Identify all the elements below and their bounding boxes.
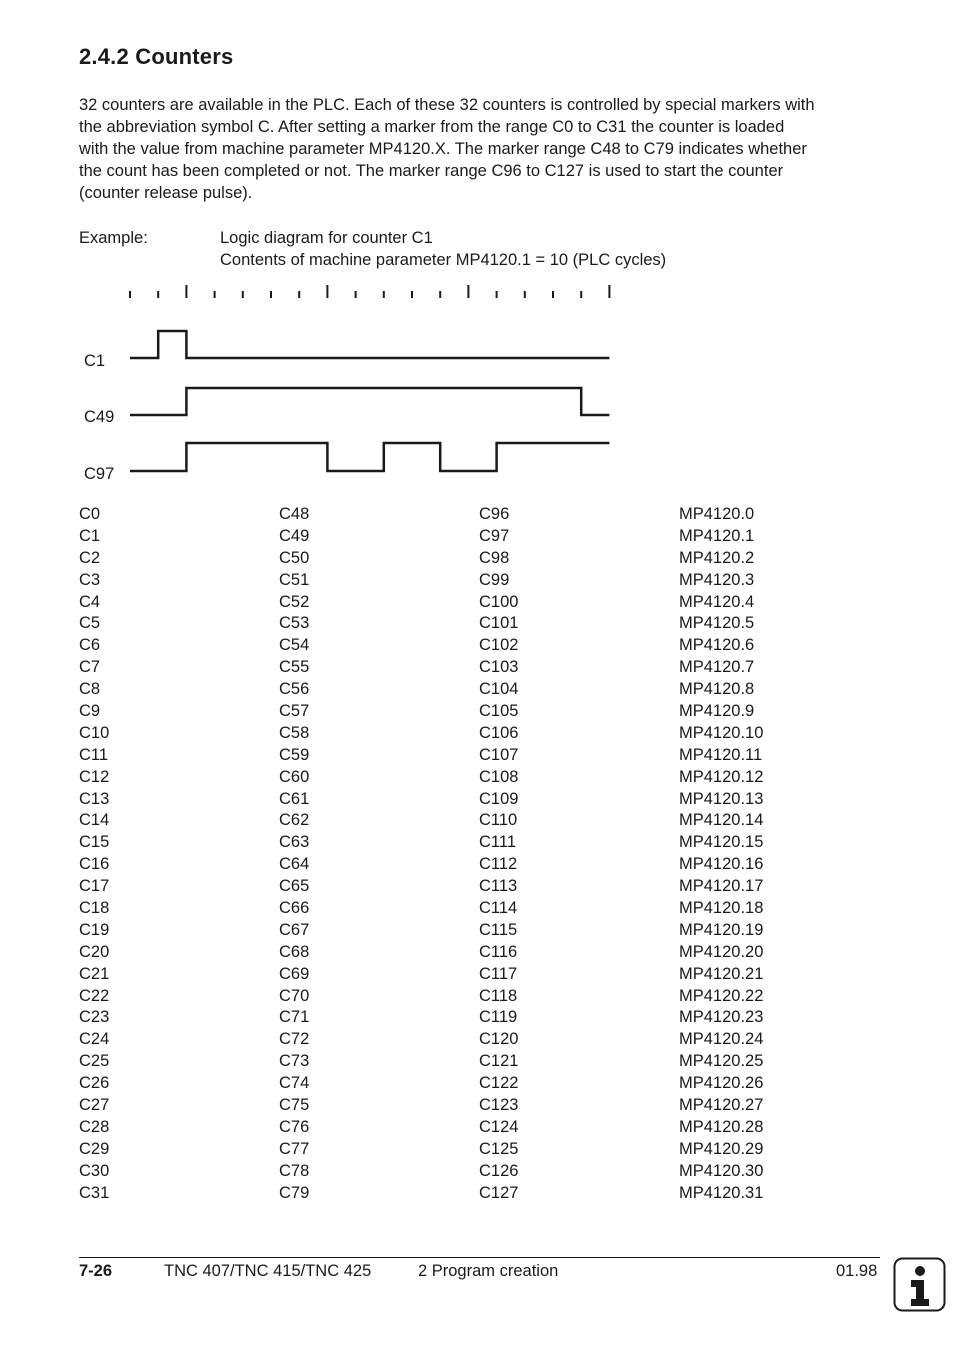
table-row	[79, 898, 889, 920]
table-cell: C124	[479, 1117, 519, 1136]
table-cell: MP4120.5	[679, 614, 755, 633]
table-cell: C29	[79, 1139, 110, 1158]
table-cell: C63	[279, 833, 310, 852]
table-cell: C16	[79, 855, 110, 874]
table-cell: C98	[479, 548, 510, 567]
table-row	[79, 964, 889, 986]
table-cell: C59	[279, 745, 310, 764]
table-cell: C14	[79, 811, 110, 830]
table-cell: MP4120.18	[679, 899, 764, 918]
info-icon[interactable]	[893, 1257, 947, 1313]
table-row	[79, 854, 889, 876]
table-cell: C49	[279, 526, 310, 545]
table-cell: MP4120.15	[679, 833, 764, 852]
table-cell: MP4120.6	[679, 636, 755, 655]
table-row	[79, 723, 889, 745]
table-cell: C50	[279, 548, 310, 567]
table-row	[79, 504, 889, 526]
table-cell: C78	[279, 1161, 310, 1180]
table-cell: C57	[279, 702, 310, 721]
table-cell: C108	[479, 767, 519, 786]
table-cell: C67	[279, 920, 310, 939]
table-cell: C115	[479, 920, 518, 939]
table-cell: C26	[79, 1074, 110, 1093]
table-cell: MP4120.17	[679, 877, 764, 896]
table-cell: C106	[479, 723, 519, 742]
table-cell: C75	[279, 1096, 310, 1115]
table-row	[79, 1183, 889, 1205]
table-cell: C4	[79, 592, 101, 611]
table-cell: C0	[79, 505, 101, 523]
table-cell: C125	[479, 1139, 519, 1158]
signal-label-c1: C1	[84, 352, 106, 370]
table-cell: C121	[479, 1052, 519, 1071]
table-cell: C54	[279, 636, 310, 655]
table-cell: C6	[79, 636, 101, 655]
table-cell: C27	[79, 1096, 110, 1115]
table-cell: C69	[279, 964, 310, 983]
waveform-c1	[130, 331, 609, 358]
table-cell: C9	[79, 702, 101, 721]
table-cell: MP4120.0	[679, 505, 755, 523]
table-row	[79, 789, 889, 811]
product-name: TNC 407/TNC 415/TNC 425	[164, 1262, 372, 1280]
table-row	[79, 592, 889, 614]
table-cell: C20	[79, 942, 110, 961]
table-cell: C58	[279, 723, 310, 742]
table-row	[79, 767, 889, 789]
table-cell: C55	[279, 658, 310, 677]
table-row	[79, 1139, 889, 1161]
table-cell: C102	[479, 636, 519, 655]
table-cell: C72	[279, 1030, 310, 1049]
table-cell: C101	[479, 614, 519, 633]
intro-line: with the value from machine parameter MP4120.X. The marker range C48 to C79 indicates whether	[79, 140, 807, 158]
table-cell: C71	[279, 1008, 310, 1027]
table-cell: C114	[479, 899, 518, 918]
table-cell: C13	[79, 789, 110, 808]
table-row	[79, 1117, 889, 1139]
table-cell: C10	[79, 723, 110, 742]
table-cell: MP4120.30	[679, 1161, 764, 1180]
table-cell: C70	[279, 986, 310, 1005]
table-row	[79, 635, 889, 657]
table-cell: C110	[479, 811, 518, 830]
table-cell: MP4120.7	[679, 658, 755, 677]
waveform-c97	[130, 443, 609, 471]
table-cell: MP4120.29	[679, 1139, 764, 1158]
table-cell: MP4120.28	[679, 1117, 764, 1136]
table-cell: C127	[479, 1183, 519, 1202]
marker-table	[79, 504, 889, 1205]
table-cell: C99	[479, 570, 510, 589]
table-cell: C117	[479, 964, 518, 983]
table-cell: MP4120.20	[679, 942, 764, 961]
table-cell: MP4120.1	[679, 526, 755, 545]
example-label: Example:	[79, 229, 148, 247]
table-cell: MP4120.27	[679, 1096, 764, 1115]
example-line: Logic diagram for counter C1	[220, 229, 433, 247]
table-cell: C51	[279, 570, 310, 589]
table-row	[79, 876, 889, 898]
table-cell: C103	[479, 658, 519, 677]
table-cell: C126	[479, 1161, 519, 1180]
cycle-ticks	[130, 285, 609, 298]
table-cell: C74	[279, 1074, 310, 1093]
intro-line: the abbreviation symbol C. After setting a marker from the range C0 to C31 the counter is loaded	[79, 118, 785, 136]
table-row	[79, 986, 889, 1008]
table-cell: C76	[279, 1117, 310, 1136]
intro-line: the count has been completed or not. The marker range C96 to C127 is used to start the counter	[79, 162, 784, 180]
table-cell: MP4120.2	[679, 548, 755, 567]
table-cell: C61	[279, 789, 310, 808]
table-cell: C66	[279, 899, 310, 918]
table-cell: C56	[279, 680, 310, 699]
table-cell: C73	[279, 1052, 310, 1071]
logic-diagram	[0, 0, 954, 500]
table-cell: C97	[479, 526, 510, 545]
table-cell: C118	[479, 986, 518, 1005]
table-cell: MP4120.9	[679, 702, 755, 721]
table-cell: MP4120.10	[679, 723, 764, 742]
table-cell: C112	[479, 855, 518, 874]
table-row	[79, 1073, 889, 1095]
table-cell: MP4120.14	[679, 811, 764, 830]
table-row	[79, 1051, 889, 1073]
table-cell: C120	[479, 1030, 519, 1049]
table-cell: MP4120.16	[679, 855, 764, 874]
table-cell: C22	[79, 986, 110, 1005]
table-cell: MP4120.25	[679, 1052, 764, 1071]
table-cell: C62	[279, 811, 310, 830]
table-cell: MP4120.21	[679, 964, 764, 983]
table-row	[79, 526, 889, 548]
table-cell: C21	[79, 964, 110, 983]
table-cell: MP4120.13	[679, 789, 764, 808]
table-cell: MP4120.23	[679, 1008, 764, 1027]
section-heading: 2.4.2 Counters	[79, 44, 234, 69]
table-cell: C104	[479, 680, 519, 699]
table-cell: C17	[79, 877, 110, 896]
table-cell: C25	[79, 1052, 110, 1071]
table-cell: MP4120.4	[679, 592, 755, 611]
table-cell: C116	[479, 942, 518, 961]
table-cell: MP4120.31	[679, 1183, 764, 1202]
table-cell: C24	[79, 1030, 110, 1049]
table-cell: C122	[479, 1074, 519, 1093]
table-cell: C96	[479, 505, 510, 523]
table-row	[79, 832, 889, 854]
table-cell: C18	[79, 899, 110, 918]
table-cell: MP4120.26	[679, 1074, 764, 1093]
table-cell: C48	[279, 505, 310, 523]
table-cell: C53	[279, 614, 310, 633]
table-cell: C31	[79, 1183, 110, 1202]
table-cell: C30	[79, 1161, 110, 1180]
table-row	[79, 679, 889, 701]
signal-label-c97: C97	[84, 465, 115, 483]
table-cell: MP4120.3	[679, 570, 755, 589]
table-cell: C100	[479, 592, 519, 611]
table-cell: MP4120.11	[679, 745, 763, 764]
table-cell: MP4120.12	[679, 767, 764, 786]
table-cell: C123	[479, 1096, 519, 1115]
example-line: Contents of machine parameter MP4120.1 = 10 (PLC cycles)	[220, 251, 667, 269]
table-row	[79, 920, 889, 942]
table-row	[79, 570, 889, 592]
table-cell: C23	[79, 1008, 110, 1027]
table-cell: C12	[79, 767, 110, 786]
table-cell: C79	[279, 1183, 310, 1202]
table-row	[79, 1029, 889, 1051]
intro-line: (counter release pulse).	[79, 184, 253, 202]
table-cell: C7	[79, 658, 101, 677]
footer-divider	[79, 1257, 880, 1258]
table-cell: C19	[79, 920, 110, 939]
table-cell: C77	[279, 1139, 310, 1158]
table-row	[79, 548, 889, 570]
table-cell: C1	[79, 526, 101, 545]
table-cell: C60	[279, 767, 310, 786]
table-cell: C105	[479, 702, 519, 721]
table-cell: C107	[479, 745, 519, 764]
table-cell: C28	[79, 1117, 110, 1136]
table-row	[79, 1095, 889, 1117]
table-cell: C109	[479, 789, 519, 808]
table-cell: C111	[479, 833, 516, 852]
table-cell: MP4120.8	[679, 680, 755, 699]
table-row	[79, 613, 889, 635]
table-row	[79, 745, 889, 767]
table-cell: C3	[79, 570, 101, 589]
table-cell: C15	[79, 833, 110, 852]
page-number: 7-26	[79, 1262, 113, 1280]
table-cell: C11	[79, 745, 109, 764]
table-cell: C52	[279, 592, 310, 611]
table-row	[79, 942, 889, 964]
waveform-c49	[130, 388, 609, 415]
table-cell: C113	[479, 877, 518, 896]
table-row	[79, 1007, 889, 1029]
table-cell: C5	[79, 614, 101, 633]
table-cell: C119	[479, 1008, 518, 1027]
signal-label-c49: C49	[84, 408, 115, 426]
table-cell: MP4120.19	[679, 920, 764, 939]
table-row	[79, 657, 889, 679]
table-cell: C64	[279, 855, 310, 874]
table-cell: C68	[279, 942, 310, 961]
table-cell: C8	[79, 680, 101, 699]
signal-waveforms	[130, 331, 609, 471]
table-cell: C2	[79, 548, 101, 567]
table-row	[79, 1161, 889, 1183]
table-row	[79, 810, 889, 832]
table-cell: C65	[279, 877, 310, 896]
table-cell: MP4120.24	[679, 1030, 764, 1049]
table-row	[79, 701, 889, 723]
document-date: 01.98	[836, 1262, 878, 1280]
chapter-title: 2 Program creation	[418, 1262, 559, 1280]
table-cell: MP4120.22	[679, 986, 764, 1005]
intro-line: 32 counters are available in the PLC. Each of these 32 counters is controlled by special markers with	[79, 96, 815, 114]
